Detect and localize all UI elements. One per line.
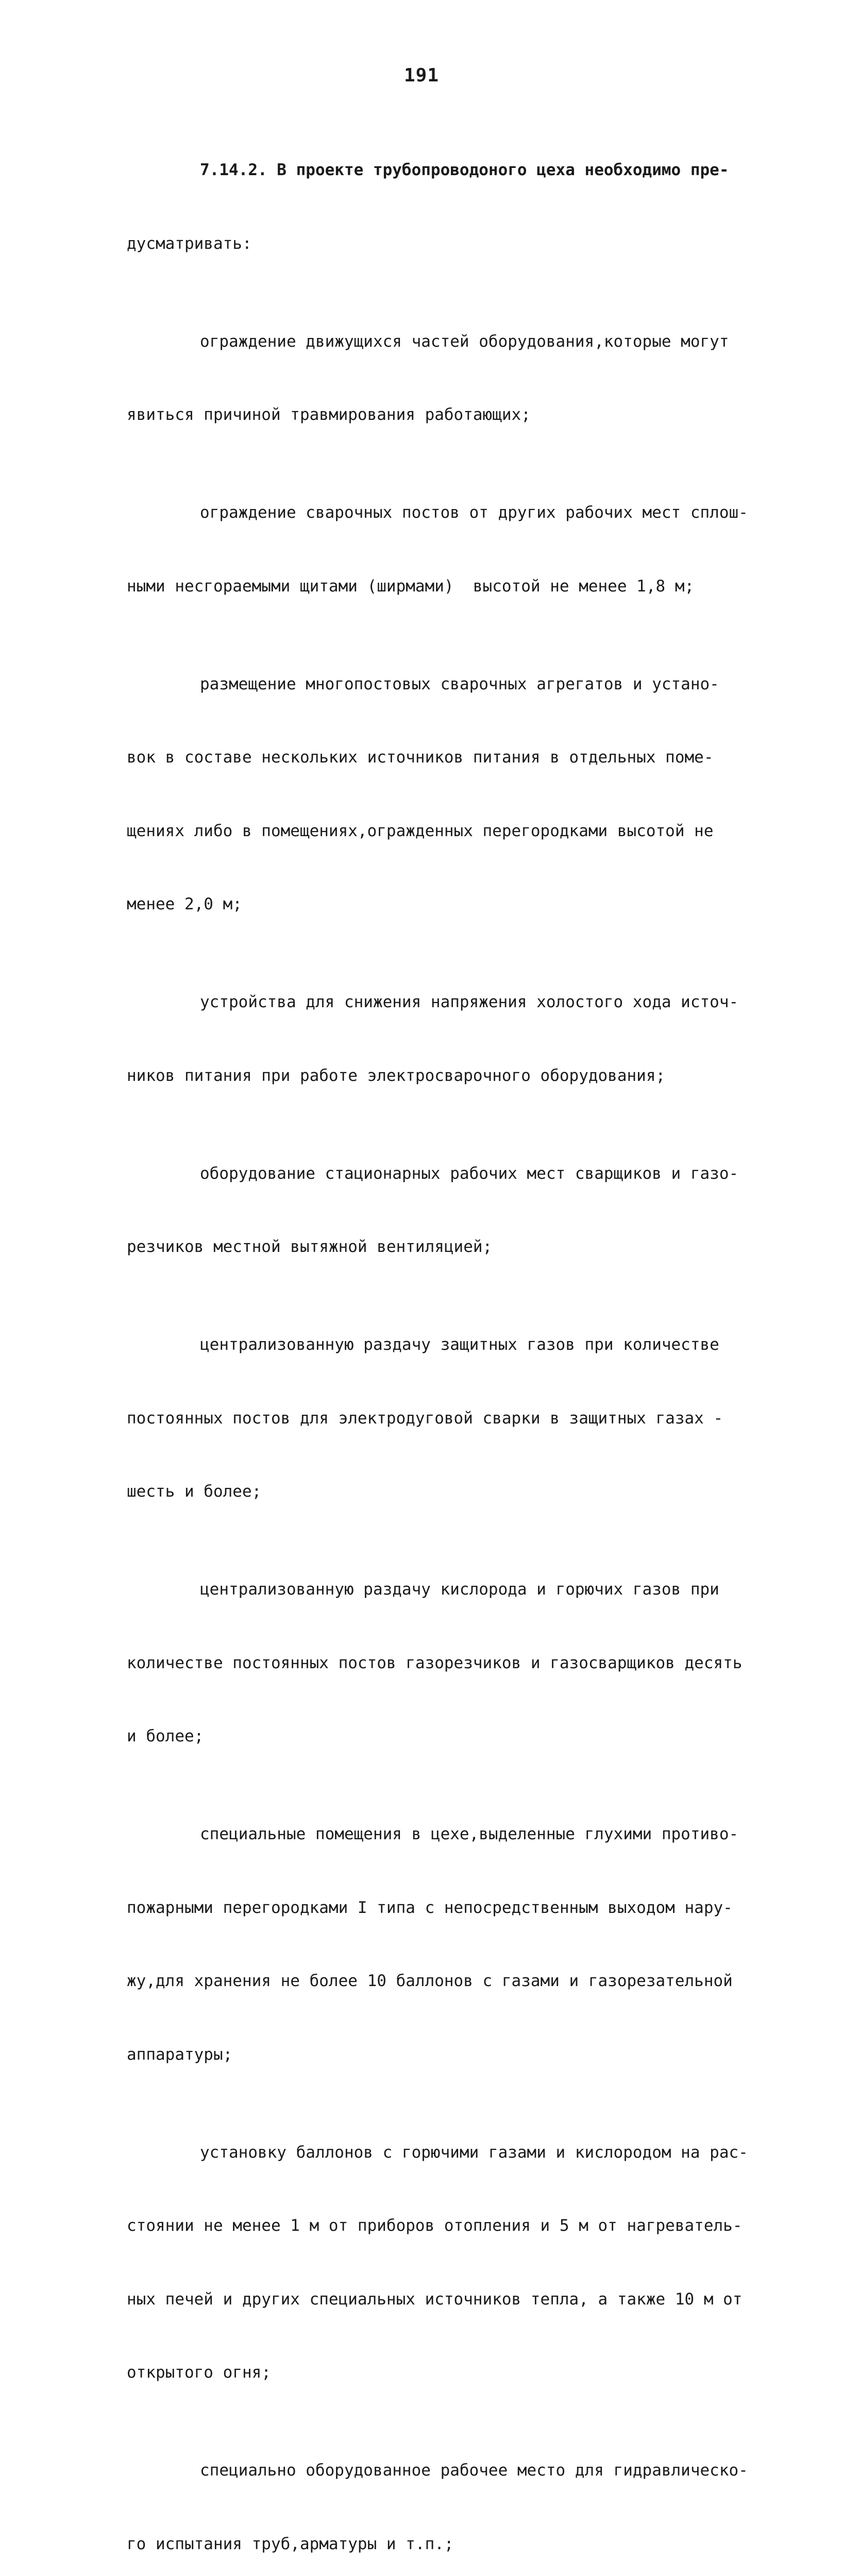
requirement-line: специальные помещения в цехе,выделенные глухими противо- [200, 1825, 739, 1843]
requirement-line: шесть и более; [127, 1482, 262, 1501]
requirement-line: постоянных постов для электродуговой сварки в защитных газах - [127, 1409, 723, 1428]
requirement-line: открытого огня; [127, 2363, 271, 2382]
requirement-line: специально оборудованное рабочее место для гидравлическо- [200, 2461, 748, 2480]
requirement-line: ных печей и других специальных источников тепла, а также 10 м от [127, 2290, 743, 2309]
requirement-line: го испытания труб,арматуры и т.п.; [127, 2534, 454, 2553]
document-body [127, 109, 761, 2576]
requirement-line: централизованную раздачу защитных газов при количестве [200, 1335, 719, 1354]
requirement-line: размещение многопостовых сварочных агрегатов и устано- [200, 674, 719, 693]
requirement-line: ограждение сварочных постов от других рабочих мест сплош- [200, 503, 748, 522]
requirement-line: жу,для хранения не более 10 баллонов с газами и газорезательной [127, 1972, 733, 1990]
page-number: 191 [403, 65, 440, 86]
requirement-line: централизованную раздачу кислорода и горючих газов при [200, 1580, 719, 1599]
requirement-line: оборудование стационарных рабочих мест сварщиков и газо- [200, 1164, 739, 1183]
requirement-line: и более; [127, 1727, 204, 1745]
requirement-line: резчиков местной вытяжной вентиляцией; [127, 1238, 493, 1256]
requirement-line: менее 2,0 м; [127, 895, 242, 913]
requirement-line: ными несгораемыми щитами (ширмами) высотой не менее 1,8 м; [127, 577, 695, 596]
requirement-line: ограждение движущихся частей оборудования,которые могут [200, 332, 729, 351]
requirement-line: пожарными перегородками I типа с непосредственным выходом нару- [127, 1898, 733, 1917]
requirement-line: устройства для снижения напряжения холостого хода источ- [200, 993, 739, 1011]
requirement-line: ников питания при работе электросварочного оборудования; [127, 1066, 666, 1085]
requirement-line: щениях либо в помещениях,огражденных перегородками высотой не [127, 821, 714, 840]
requirement-line: стоянии не менее 1 м от приборов отопления и 5 м от нагреватель- [127, 2216, 743, 2235]
requirement-line: количестве постоянных постов газорезчиков и газосварщиков десять [127, 1653, 743, 1672]
requirement-line: вок в составе нескольких источников питания в отдельных поме- [127, 748, 714, 767]
requirement-line: явиться причиной травмирования работающих; [127, 405, 531, 424]
requirement-line: аппаратуры; [127, 2045, 233, 2064]
clause-heading-continuation: дусматривать: [127, 234, 252, 253]
clause-heading-line: 7.14.2. В проекте трубопроводоного цеха необходимо пре- [200, 161, 729, 179]
requirement-line: установку баллонов с горючими газами и кислородом на рас- [200, 2143, 748, 2162]
